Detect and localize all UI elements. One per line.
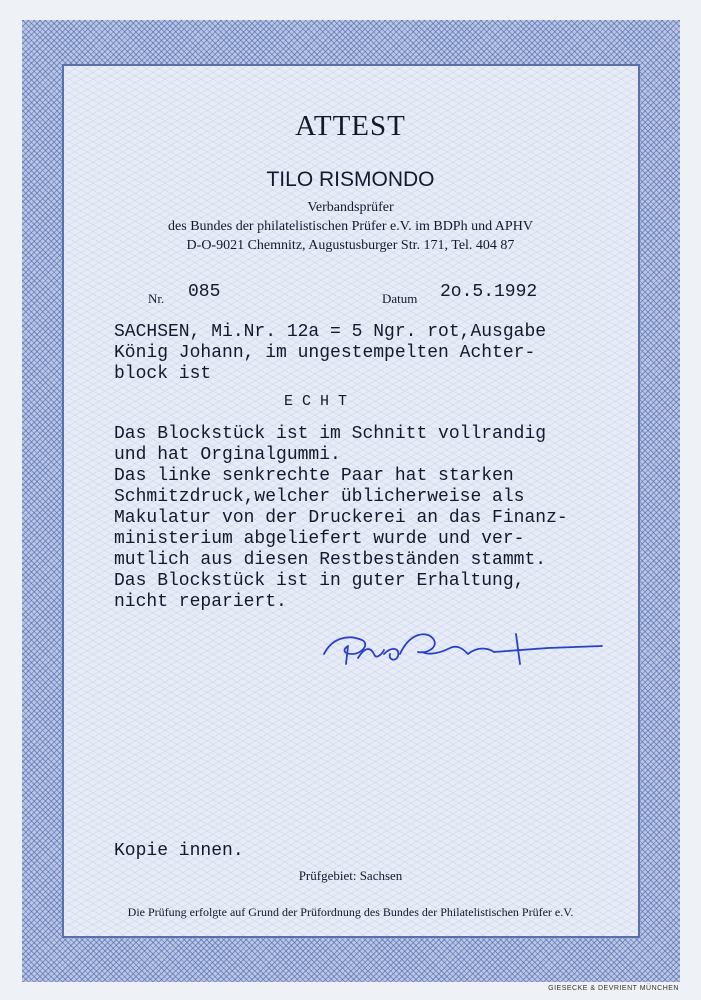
printer-imprint: GIESECKE & DEVRIENT MÜNCHEN <box>548 985 679 992</box>
body-line: SACHSEN, Mi.Nr. 12a = 5 Ngr. rot,Ausgabe <box>114 322 547 342</box>
signature <box>318 624 608 674</box>
examiner-role: Verbandsprüfer <box>307 200 394 215</box>
address-line: D-O-9021 Chemnitz, Augustusburger Str. 171, Tel. 404 87 <box>186 238 515 253</box>
association-line: des Bundes der philatelistischen Prüfer e.V. im BDPh und APHV <box>168 219 533 234</box>
regulation-note: Die Prüfung erfolgte auf Grund der Prüfordnung des Bundes der Philatelistischen Prüfer e.V. <box>127 905 574 919</box>
certificate-title: ATTEST <box>295 110 406 142</box>
body-line: Das Blockstück ist in guter Erhaltung, <box>114 571 525 591</box>
certificate-date: 2o.5.1992 <box>440 282 538 302</box>
body-line: König Johann, im ungestempelten Achter- <box>114 343 536 363</box>
body-line: block ist <box>114 364 212 384</box>
body-line: Das linke senkrechte Paar hat starken <box>114 466 514 486</box>
datum-label: Datum <box>382 291 418 306</box>
body-line: nicht repariert. <box>114 592 287 612</box>
body-line: mutlich aus diesen Restbeständen stammt. <box>114 550 547 570</box>
examination-area: Prüfgebiet: Sachsen <box>298 868 403 883</box>
body-line: ministerium abgeliefert wurde und ver- <box>114 529 525 549</box>
copy-note: Kopie innen. <box>114 841 244 861</box>
body-line: Makulatur von der Druckerei an das Finanz- <box>114 508 568 528</box>
verdict-echt: E C H T <box>284 393 348 410</box>
body-line: Schmitzdruck,welcher üblicherweise als <box>114 487 525 507</box>
certificate-number: 085 <box>188 282 221 302</box>
body-line: Das Blockstück ist im Schnitt vollrandig <box>114 424 547 444</box>
body-line: und hat Orginalgummi. <box>114 445 341 465</box>
nr-label: Nr. <box>148 291 165 306</box>
examiner-name: TILO RISMONDO <box>266 168 435 191</box>
